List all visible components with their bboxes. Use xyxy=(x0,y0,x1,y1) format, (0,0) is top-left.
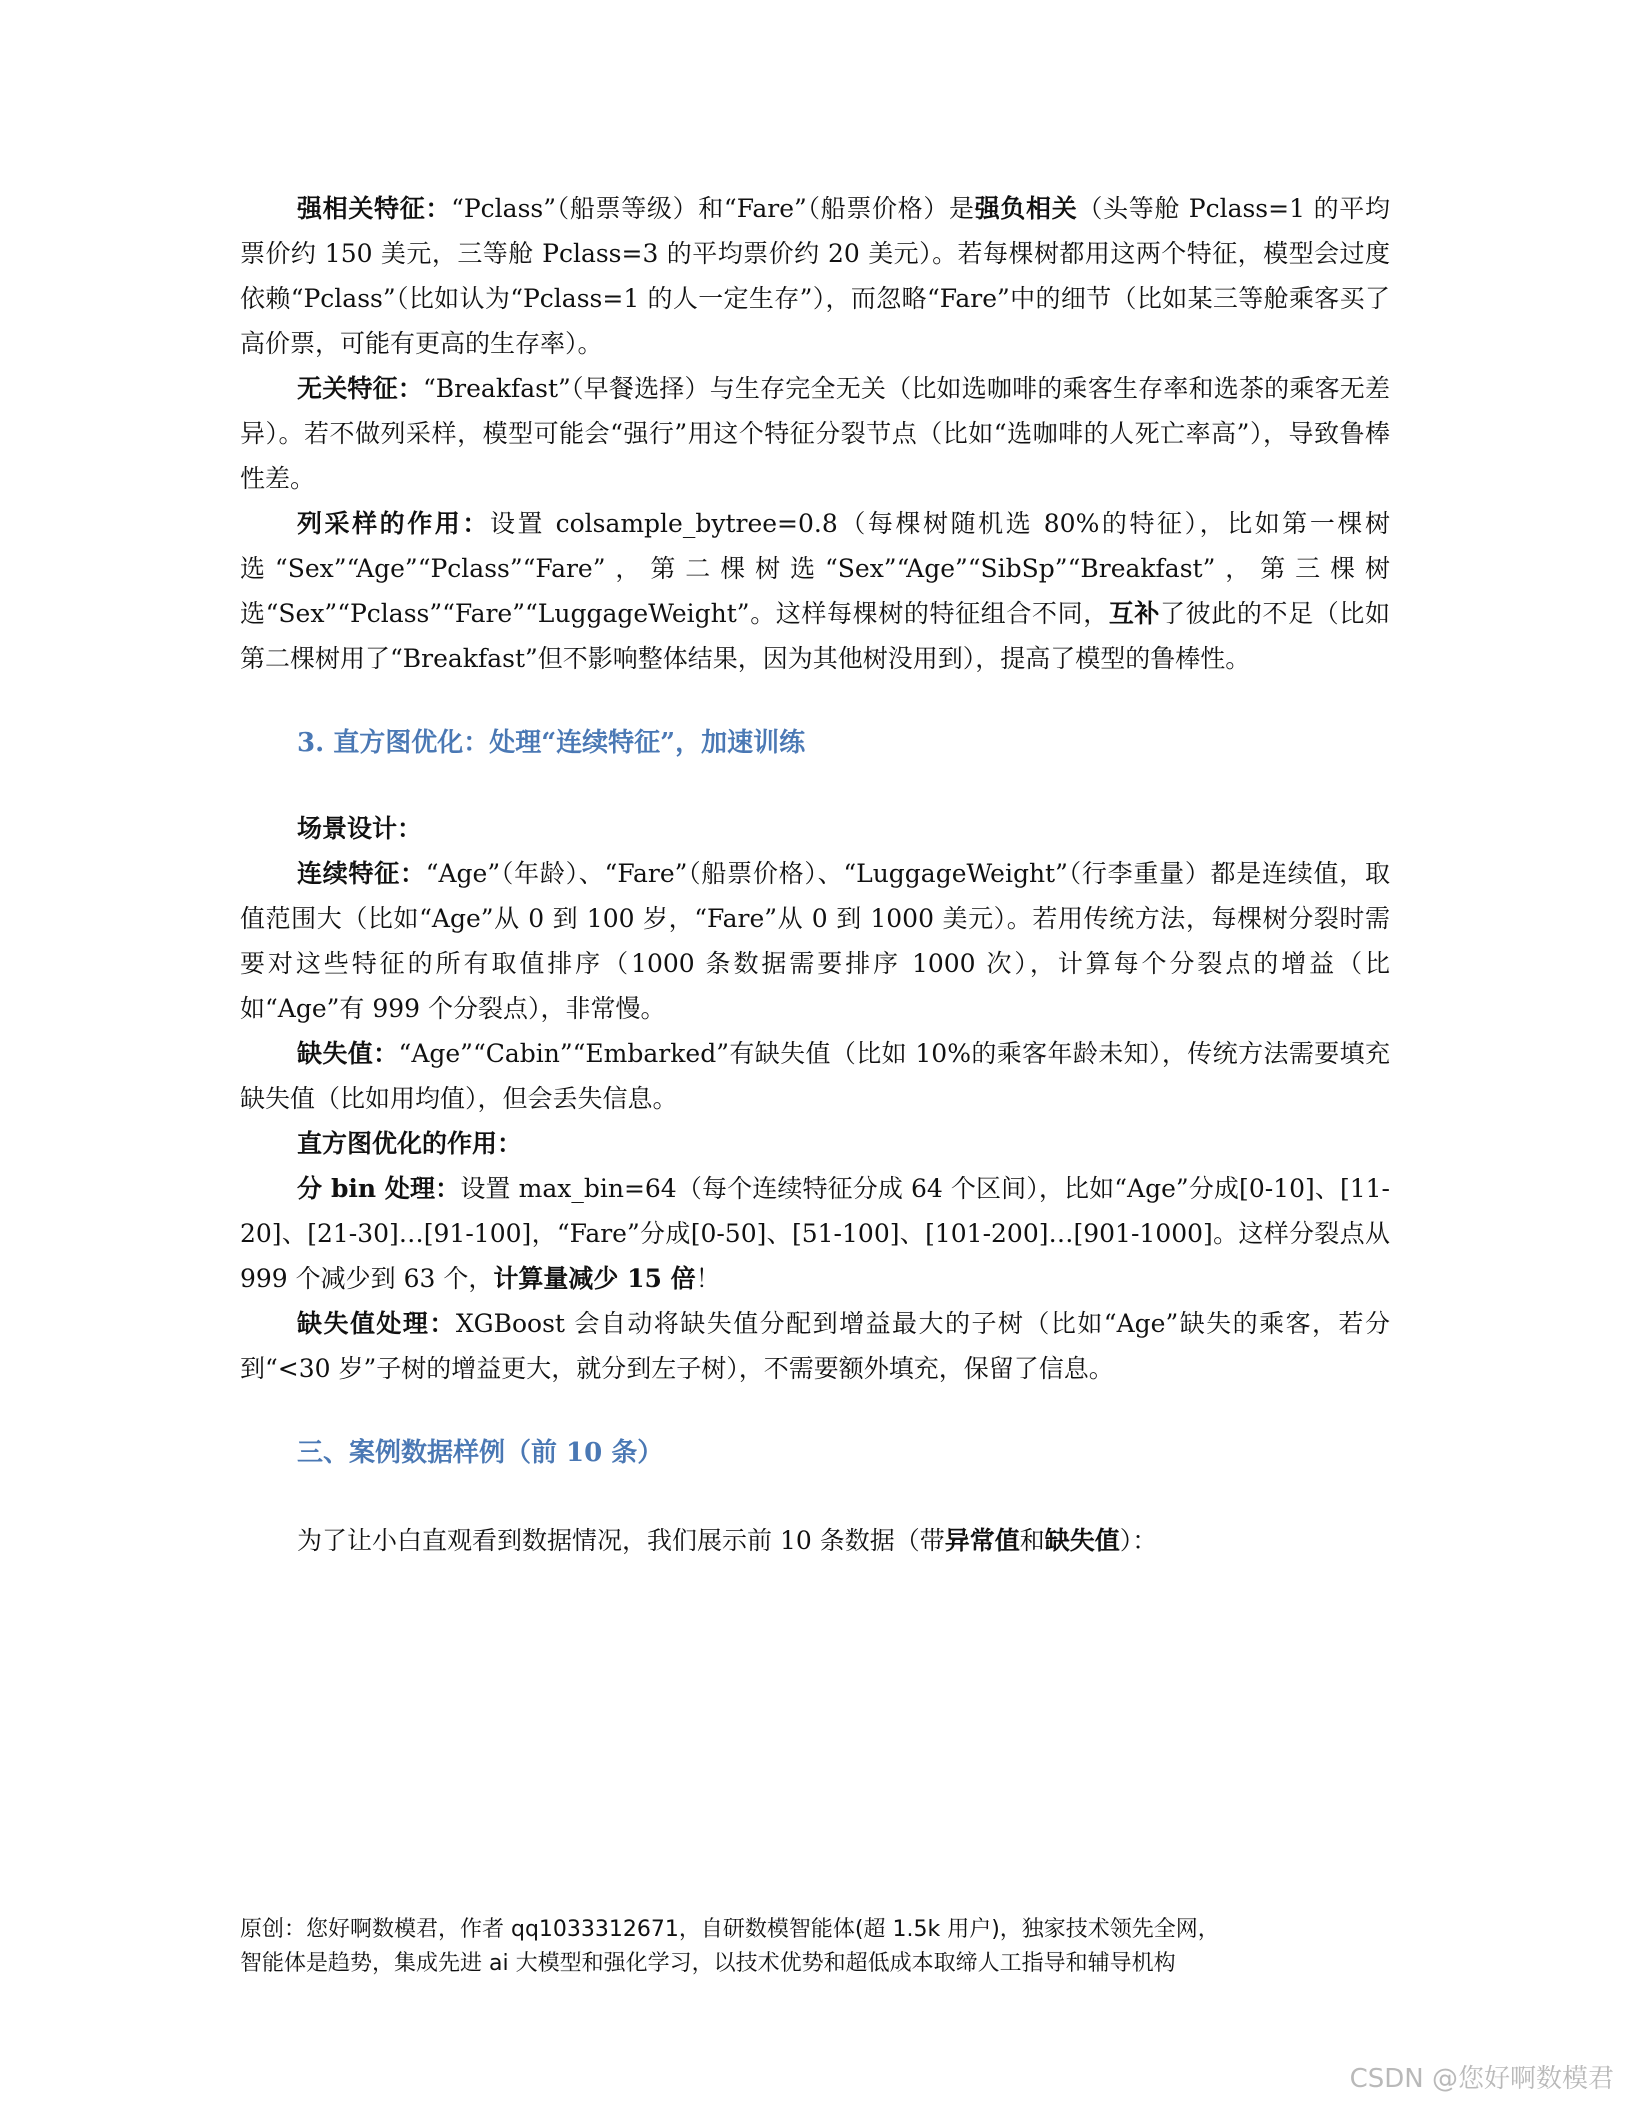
paragraph-binning: 分 bin 处理：设置 max_bin=64（每个连续特征分成 64 个区间），比如“Age”分成[0-10]、[11-20]、[21-30]…[91-100]，“Fare”分成[0-50]、[51-100]、[101-200]…[901-1000]。这样分裂点从 999 个减少到 63 个，计算量减少 15 倍！ xyxy=(240,1174,1390,1293)
document-body xyxy=(240,186,1390,1563)
section-heading-histogram: 3. 直方图优化：处理“连续特征”，加速训练 xyxy=(297,728,806,758)
term-label: 强相关特征： xyxy=(297,194,452,223)
emphasis: 计算量减少 15 倍 xyxy=(493,1264,696,1293)
emphasis: 强负相关 xyxy=(974,194,1078,223)
emphasis: 缺失值 xyxy=(1044,1526,1120,1555)
paragraph-strong-correlation: 强相关特征：“Pclass”（船票等级）和“Fare”（船票价格）是强负相关（头等舱 Pclass=1 的平均票价约 150 美元，三等舱 Pclass=3 的平均票价约 20 美元）。若每棵树都用这两个特征，模型会过度依赖“Pclass”（比如认为“Pclass=1 的人一定生存”），而忽略“Fare”中的细节（比如某三等舱乘客买了高价票，可能有更高的生存率）。 xyxy=(240,194,1390,358)
paragraph-irrelevant-feature: 无关特征：“Breakfast”（早餐选择）与生存完全无关（比如选咖啡的乘客生存率和选茶的乘客无差异）。若不做列采样，模型可能会“强行”用这个特征分裂节点（比如“选咖啡的人死亡率高”），导致鲁棒性差。 xyxy=(240,374,1390,493)
scene-label: 场景设计： xyxy=(297,814,423,843)
csdn-watermark: CSDN @您好啊数模君 xyxy=(1349,2064,1614,2094)
paragraph-column-sampling: 列采样的作用：设置 colsample_bytree=0.8（每棵树随机选 80%的特征），比如第一棵树选“Sex”“Age”“Pclass”“Fare”，第二棵树选“Sex”“Age”“SibSp”“Breakfast”，第三棵树选“Sex”“Pclass”“Fare”“LuggageWeight”。这样每棵树的特征组合不同，互补了彼此的不足（比如第二棵树用了“Breakfast”但不影响整体结果，因为其他树没用到），提高了模型的鲁棒性。 xyxy=(240,509,1390,673)
term-label: 列采样的作用： xyxy=(297,509,490,538)
paragraph-continuous-features: 连续特征：“Age”（年龄）、“Fare”（船票价格）、“LuggageWeight”（行李重量）都是连续值，取值范围大（比如“Age”从 0 到 100 岁，“Fare”从 0 到 1000 美元）。若用传统方法，每棵树分裂时需要对这些特征的所有取值排序（1000 条数据需要排序 1000 次），计算每个分裂点的增益（比如“Age”有 999 个分裂点），非常慢。 xyxy=(240,859,1390,1023)
paragraph-missing-handling: 缺失值处理：XGBoost 会自动将缺失值分配到增益最大的子树（比如“Age”缺失的乘客，若分到“<30 岁”子树的增益更大，就分到左子树），不需要额外填充，保留了信息。 xyxy=(240,1309,1390,1383)
term-label: 分 bin 处理： xyxy=(297,1174,461,1203)
paragraph-missing-values: 缺失值：“Age”“Cabin”“Embarked”有缺失值（比如 10%的乘客年龄未知），传统方法需要填充缺失值（比如用均值），但会丢失信息。 xyxy=(240,1039,1390,1113)
term-label: 缺失值： xyxy=(297,1039,399,1068)
term-label: 无关特征： xyxy=(297,374,424,403)
term-label: 连续特征： xyxy=(297,859,426,888)
term-label: 缺失值处理： xyxy=(297,1309,456,1338)
emphasis: 互补 xyxy=(1108,599,1161,628)
section-heading-data-sample: 三、案例数据样例（前 10 条） xyxy=(297,1438,664,1468)
histogram-label: 直方图优化的作用： xyxy=(297,1129,523,1158)
paragraph-data-intro: 为了让小白直观看到数据情况，我们展示前 10 条数据（带异常值和缺失值）： xyxy=(297,1526,1158,1555)
emphasis: 异常值 xyxy=(944,1526,1020,1555)
footer-line-2: 智能体是趋势，集成先进 ai 大模型和强化学习，以技术优势和超低成本取缔人工指导和辅导机构 xyxy=(240,1951,1176,1976)
footer-line-1: 原创：您好啊数模君，作者 qq1033312671，自研数模智能体(超 1.5k 用户)，独家技术领先全网， xyxy=(240,1917,1220,1942)
page-footer xyxy=(240,1913,1390,1981)
